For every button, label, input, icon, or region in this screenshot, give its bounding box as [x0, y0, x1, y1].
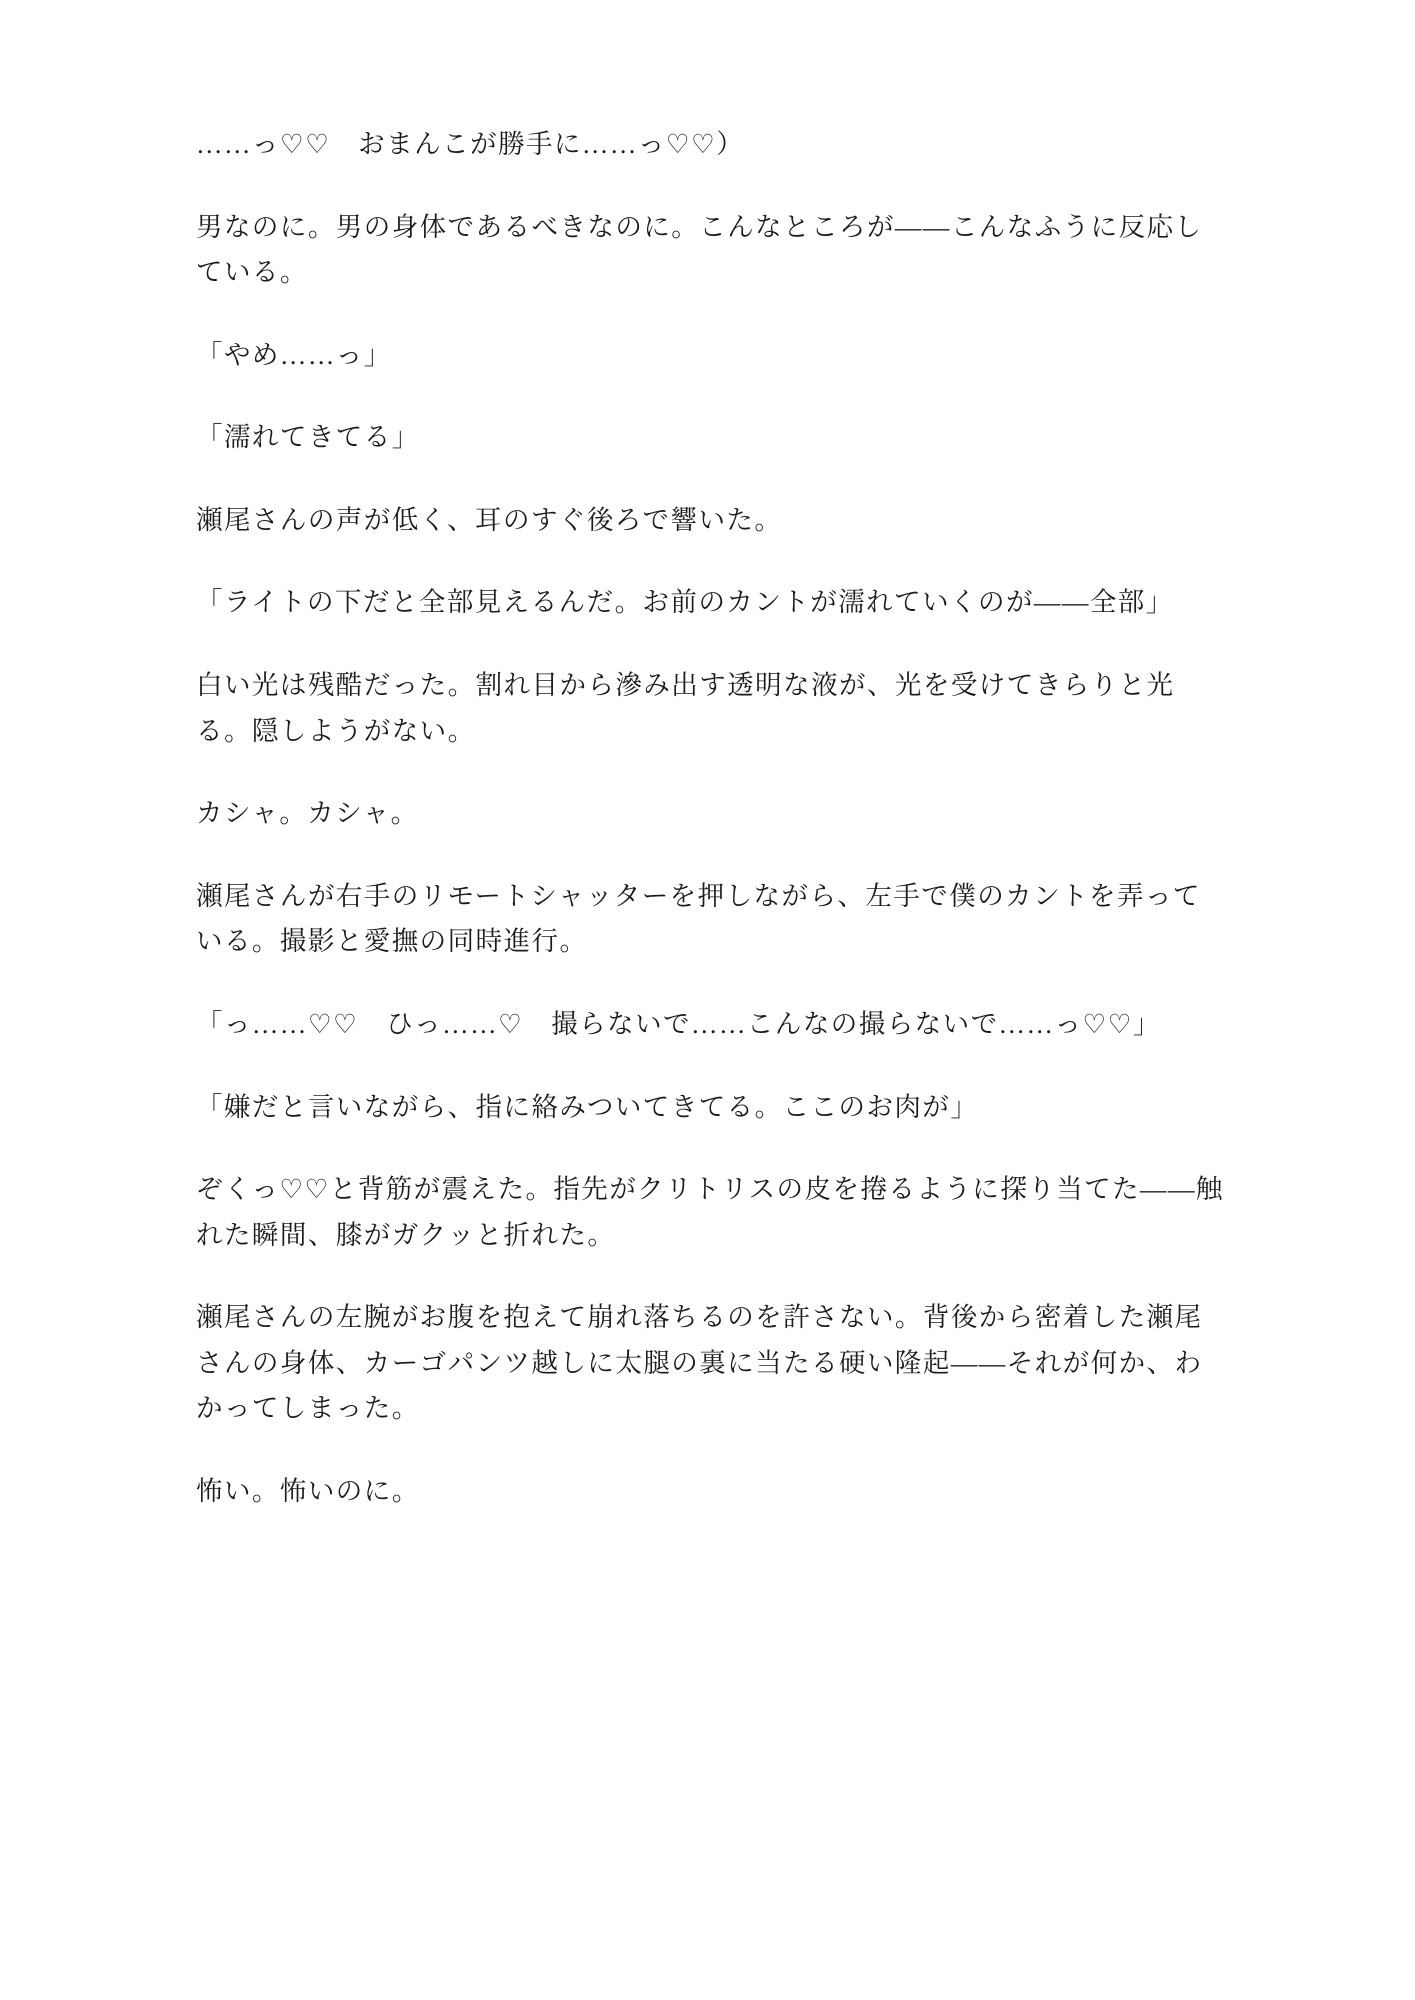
document-paragraph: 瀬尾さんの左腕がお腹を抱えて崩れ落ちるのを許さない。背後から密着した瀬尾さんの身体、カーゴパンツ越しに太腿の裏に当たる硬い隆起——それが何か、わかってしまった。 — [196, 1302, 1203, 1424]
document-paragraph: カシャ。カシャ。 — [196, 798, 419, 829]
document-paragraph: 白い光は残酷だった。割れ目から滲み出す透明な液が、光を受けてきらりと光る。隠しようがない。 — [196, 670, 1175, 746]
document-paragraph: 瀬尾さんが右手のリモートシャッターを押しながら、左手で僕のカントを弄っている。撮影と愛撫の同時進行。 — [196, 880, 1201, 957]
document-paragraph: 瀬尾さんの声が低く、耳のすぐ後ろで響いた。 — [196, 504, 783, 535]
document-paragraph: 「ライトの下だと全部見えるんだ。お前のカントが濡れていくのが——全部」 — [196, 587, 1174, 618]
document-paragraph: 「やめ……っ」 — [196, 339, 392, 370]
document-paragraph: 「っ……♡♡ ひっ……♡ 撮らないで……こんなの撮らないで……っ♡♡」 — [196, 1008, 1161, 1039]
document-body — [196, 122, 1225, 1515]
document-paragraph: 男なのに。男の身体であるべきなのに。こんなところが——こんなふうに反応している。 — [196, 211, 1203, 288]
document-paragraph: 怖い。怖いのに。 — [196, 1475, 420, 1506]
document-paragraph: 「嫌だと言いながら、指に絡みついてきてる。ここのお肉が」 — [196, 1091, 979, 1122]
document-paragraph: 「濡れてきてる」 — [196, 422, 420, 453]
document-paragraph: ぞくっ♡♡と背筋が震えた。指先がクリトリスの皮を捲るように探り当てた——触れた瞬間、膝がガクッと折れた。 — [196, 1174, 1224, 1250]
document-paragraph: ……っ♡♡ おまんこが勝手に……っ♡♡） — [196, 129, 745, 159]
